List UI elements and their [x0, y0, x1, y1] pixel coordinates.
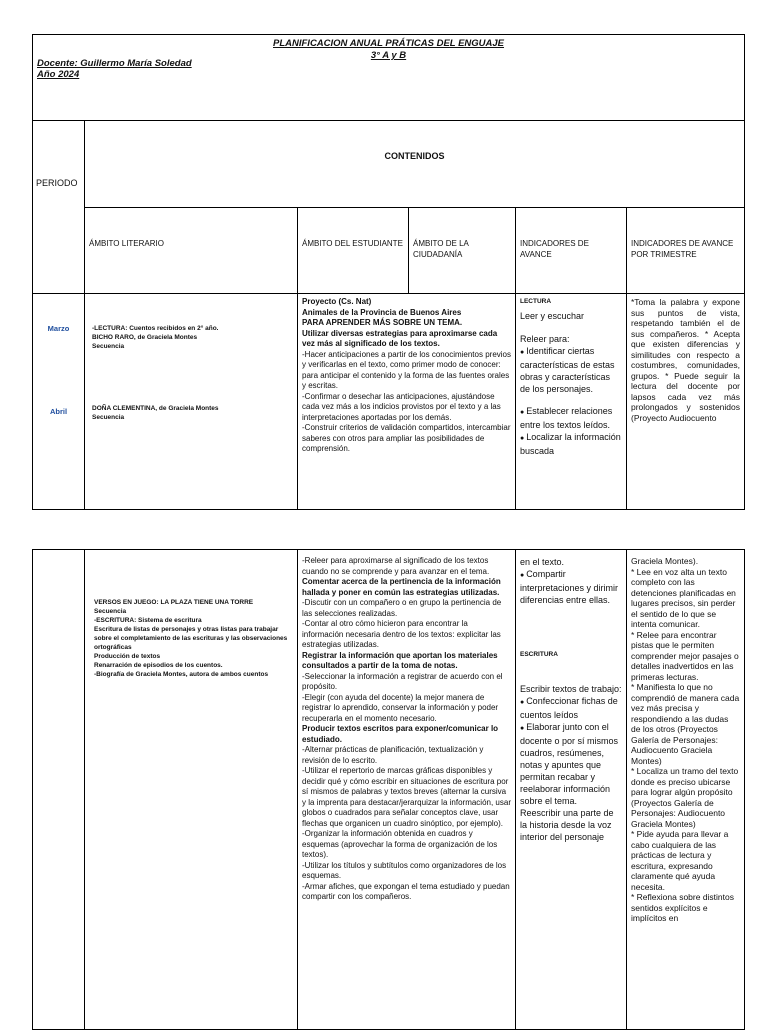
- content-paragraph: -Contar al otro cómo hicieron para encontrar la información necesaria dentro de los textos: explicitar las estrategias utilizadas.: [302, 619, 501, 649]
- literario-cell-2: [85, 550, 298, 1030]
- course-label: 3° A y B: [370, 50, 407, 61]
- trimestre-cell-2: Graciela Montes). * Lee en voz alta un texto completo con las detenciones planificadas en lugares precisos, sin perder el sentido de lo que se intenta comunicar. * Relee para encontrar pistas que le permiten comprender mejor pasajes o detalles inadvertidos en las primeras lecturas. * Manifiesta lo que no comprendió de manera cada vez más precisa y respondiendo a las dudas de los otros (Proyectos Galería de Personajes: Audiocuento Graciela Montes) * Localiza un tramo del texto donde es preciso ubicarse para lograr algún propósito (Proyectos Galería de Personajes: Audiocuento Graciela Montes) * Pide ayuda para llevar a cabo cualquiera de las prácticas de lectura y escritura, expresando claramente qué ayuda necesita. * Reflexiona sobre distintos sentidos explícitos e implícitos en: [627, 550, 745, 1030]
- planning-table-page-2: [32, 549, 745, 1030]
- avance-cell-2: [516, 550, 627, 1030]
- trimestre-cell-1: [627, 294, 745, 510]
- col-ambito-estudiante: ÁMBITO DEL ESTUDIANTE: [298, 208, 409, 294]
- avance-bullet: ● Confeccionar fichas de cuentos leídos: [520, 695, 622, 721]
- avance-bullet: ● Identificar ciertas características de estas obras y características de los personajes.: [520, 345, 622, 395]
- content-paragraph: Registrar la información que aportan los materiales consultados a partir de la toma de notas.: [302, 650, 498, 670]
- month-march: Marzo: [47, 324, 70, 333]
- releer-label: Releer para:: [520, 334, 570, 344]
- document-title: PLANIFICACION ANUAL PRÁTICAS DEL ENGUAJE: [273, 38, 505, 49]
- content-paragraph: -Alternar prácticas de planificación, textualización y revisión de lo escrito.: [302, 745, 484, 765]
- content-paragraph: Utilizar diversas estrategias para aproximarse cada vez más al significado de los textos.: [302, 328, 498, 348]
- contenidos-header: CONTENIDOS: [384, 150, 445, 161]
- literario-block-april: DOÑA CLEMENTINA, de Graciela Montes Secuencia: [92, 405, 219, 421]
- content-paragraph: Animales de la Provincia de Buenos Aires: [302, 307, 462, 317]
- literario-cell-1: [85, 294, 298, 510]
- teacher-name: Docente: Guillermo María Soledad: [37, 58, 192, 69]
- content-paragraph: -Organizar la información obtenida en cuadros y esquemas (aprovechar la forma de organización de los textos).: [302, 829, 498, 859]
- contenidos-header-cell: [85, 121, 745, 208]
- estudiante-content-2: [302, 556, 511, 903]
- literario-block-march: -LECTURA: Cuentos recibidos en 2° año. BICHO RARO, de Graciela Montes Secuencia: [92, 325, 219, 350]
- avance-bullet: ● Elaborar junto con el docente o por sí mismos cuadros, resúmenes, notas y apuntes que permitan recabar y reelaborar información sobre el tema.: [520, 721, 622, 807]
- periodo-header: PERIODO: [36, 178, 78, 188]
- lectura-label: LECTURA: [520, 298, 552, 305]
- content-paragraph: PARA APRENDER MÁS SOBRE UN TEMA.: [302, 318, 463, 327]
- col-indicadores-avance: INDICADORES DE AVANCE: [516, 208, 627, 294]
- content-paragraph: -Releer para aproximarse al significado de los textos cuando no se comprende y para avanzar en el tema.: [302, 556, 490, 576]
- content-paragraph: Proyecto (Cs. Nat): [302, 297, 372, 306]
- estudiante-cell-2: [298, 550, 516, 1030]
- content-paragraph: Producir textos escritos para exponer/comunicar lo estudiado.: [302, 724, 499, 744]
- content-paragraph: -Utilizar el repertorio de marcas gráficas disponibles y decidir qué y cómo escribir en situaciones de escritura por sí mismos de palabras y textos breves (alternar la cursiva y la imprenta para destacar/jerarquizar la información, usar globos o cuadrados para señalar conceptos clave, usar flechas que organicen un cuadro sinóptico, por ejemplo).: [302, 766, 511, 828]
- content-paragraph: -Discutir con un compañero o en grupo la pertinencia de las selecciones realizadas.: [302, 598, 502, 618]
- content-paragraph: -Construir criterios de validación compartidos, intercambiar saberes con otros para ampliar las posibilidades de comprensión.: [302, 423, 511, 453]
- col-ambito-literario: ÁMBITO LITERARIO: [85, 208, 298, 294]
- estudiante-content-1: [302, 297, 511, 455]
- periodo-header-cell: [33, 121, 85, 294]
- periodo-cell-1: [33, 294, 85, 510]
- content-paragraph: -Utilizar los títulos y subtítulos como organizadores de los esquemas.: [302, 860, 507, 880]
- content-paragraph: -Confirmar o desechar las anticipaciones, ajustándose cada vez más a los indicios provistos por el texto y a las interpretaciones aportadas por los demás.: [302, 391, 501, 422]
- col-ambito-ciudadania: ÁMBITO DE LA CIUDADANÍA: [409, 208, 516, 294]
- content-paragraph: -Elegir (con ayuda del docente) la mejor manera de registrar lo aprendido, conservar la información y poder recuperarla en el momento necesario.: [302, 692, 499, 723]
- school-year: Año 2024: [37, 69, 80, 80]
- content-paragraph: -Hacer anticipaciones a partir de los conocimientos previos y verificarlas en el texto, como primer modo de conocer: para anticipar el contenido y la forma de las fuentes orales y escritas.: [302, 349, 511, 390]
- month-april: Abril: [49, 407, 68, 416]
- trimestre-text-1: *Toma la palabra y expone sus puntos de vista, respetando también el de sus compañeros. * Acepta que existen diferencias y similitudes con respecto a costumbres, comunidades, grupos. * Puede seguir la lectura del docente por lapsos cada vez más prolongados y sostenidos (Proyecto Audiocuento: [631, 297, 741, 423]
- col-indicadores-trimestre: INDICADORES DE AVANCE POR TRIMESTRE: [627, 208, 745, 294]
- escribir-label: Escribir textos de trabajo:: [520, 684, 622, 694]
- avance-bullet: ● Localizar la información buscada: [520, 431, 622, 457]
- avance-cell-1: [516, 294, 627, 510]
- literario-block-2: VERSOS EN JUEGO: LA PLAZA TIENE UNA TORRE Secuencia -ESCRITURA: Sistema de escritura Escritura de listas de personajes y otras listas para trabajar sobre el completamiento de las escrituras y las observaciones ortográficas Producción de textos Renarración de episodios de los cuentos. -Biografía de Graciela Montes, autora de ambos cuentos: [94, 599, 288, 678]
- estudiante-cell-1: [298, 294, 516, 510]
- content-paragraph: -Seleccionar la información a registrar de acuerdo con el propósito.: [302, 671, 503, 691]
- avance-cont: en el texto.: [520, 557, 565, 567]
- avance-bullet: ● Establecer relaciones entre los textos leídos.: [520, 405, 622, 431]
- avance-bullet: ● Compartir interpretaciones y dirimir diferencias entre ellas.: [520, 568, 622, 606]
- leer-label: Leer y escuchar: [520, 311, 585, 321]
- planning-table-page-1: [32, 34, 745, 510]
- content-paragraph: -Armar afiches, que expongan el tema estudiado y puedan compartir con los compañeros.: [302, 881, 510, 901]
- content-paragraph: Comentar acerca de la pertinencia de la información hallada y poner en común las estrategias utilizadas.: [302, 577, 501, 597]
- periodo-cell-2: [33, 550, 85, 1030]
- escritura-label: ESCRITURA: [520, 651, 558, 658]
- document-header: [33, 35, 745, 121]
- reescribir-label: Reescribir una parte de la historia desde la voz interior del personaje: [520, 808, 614, 842]
